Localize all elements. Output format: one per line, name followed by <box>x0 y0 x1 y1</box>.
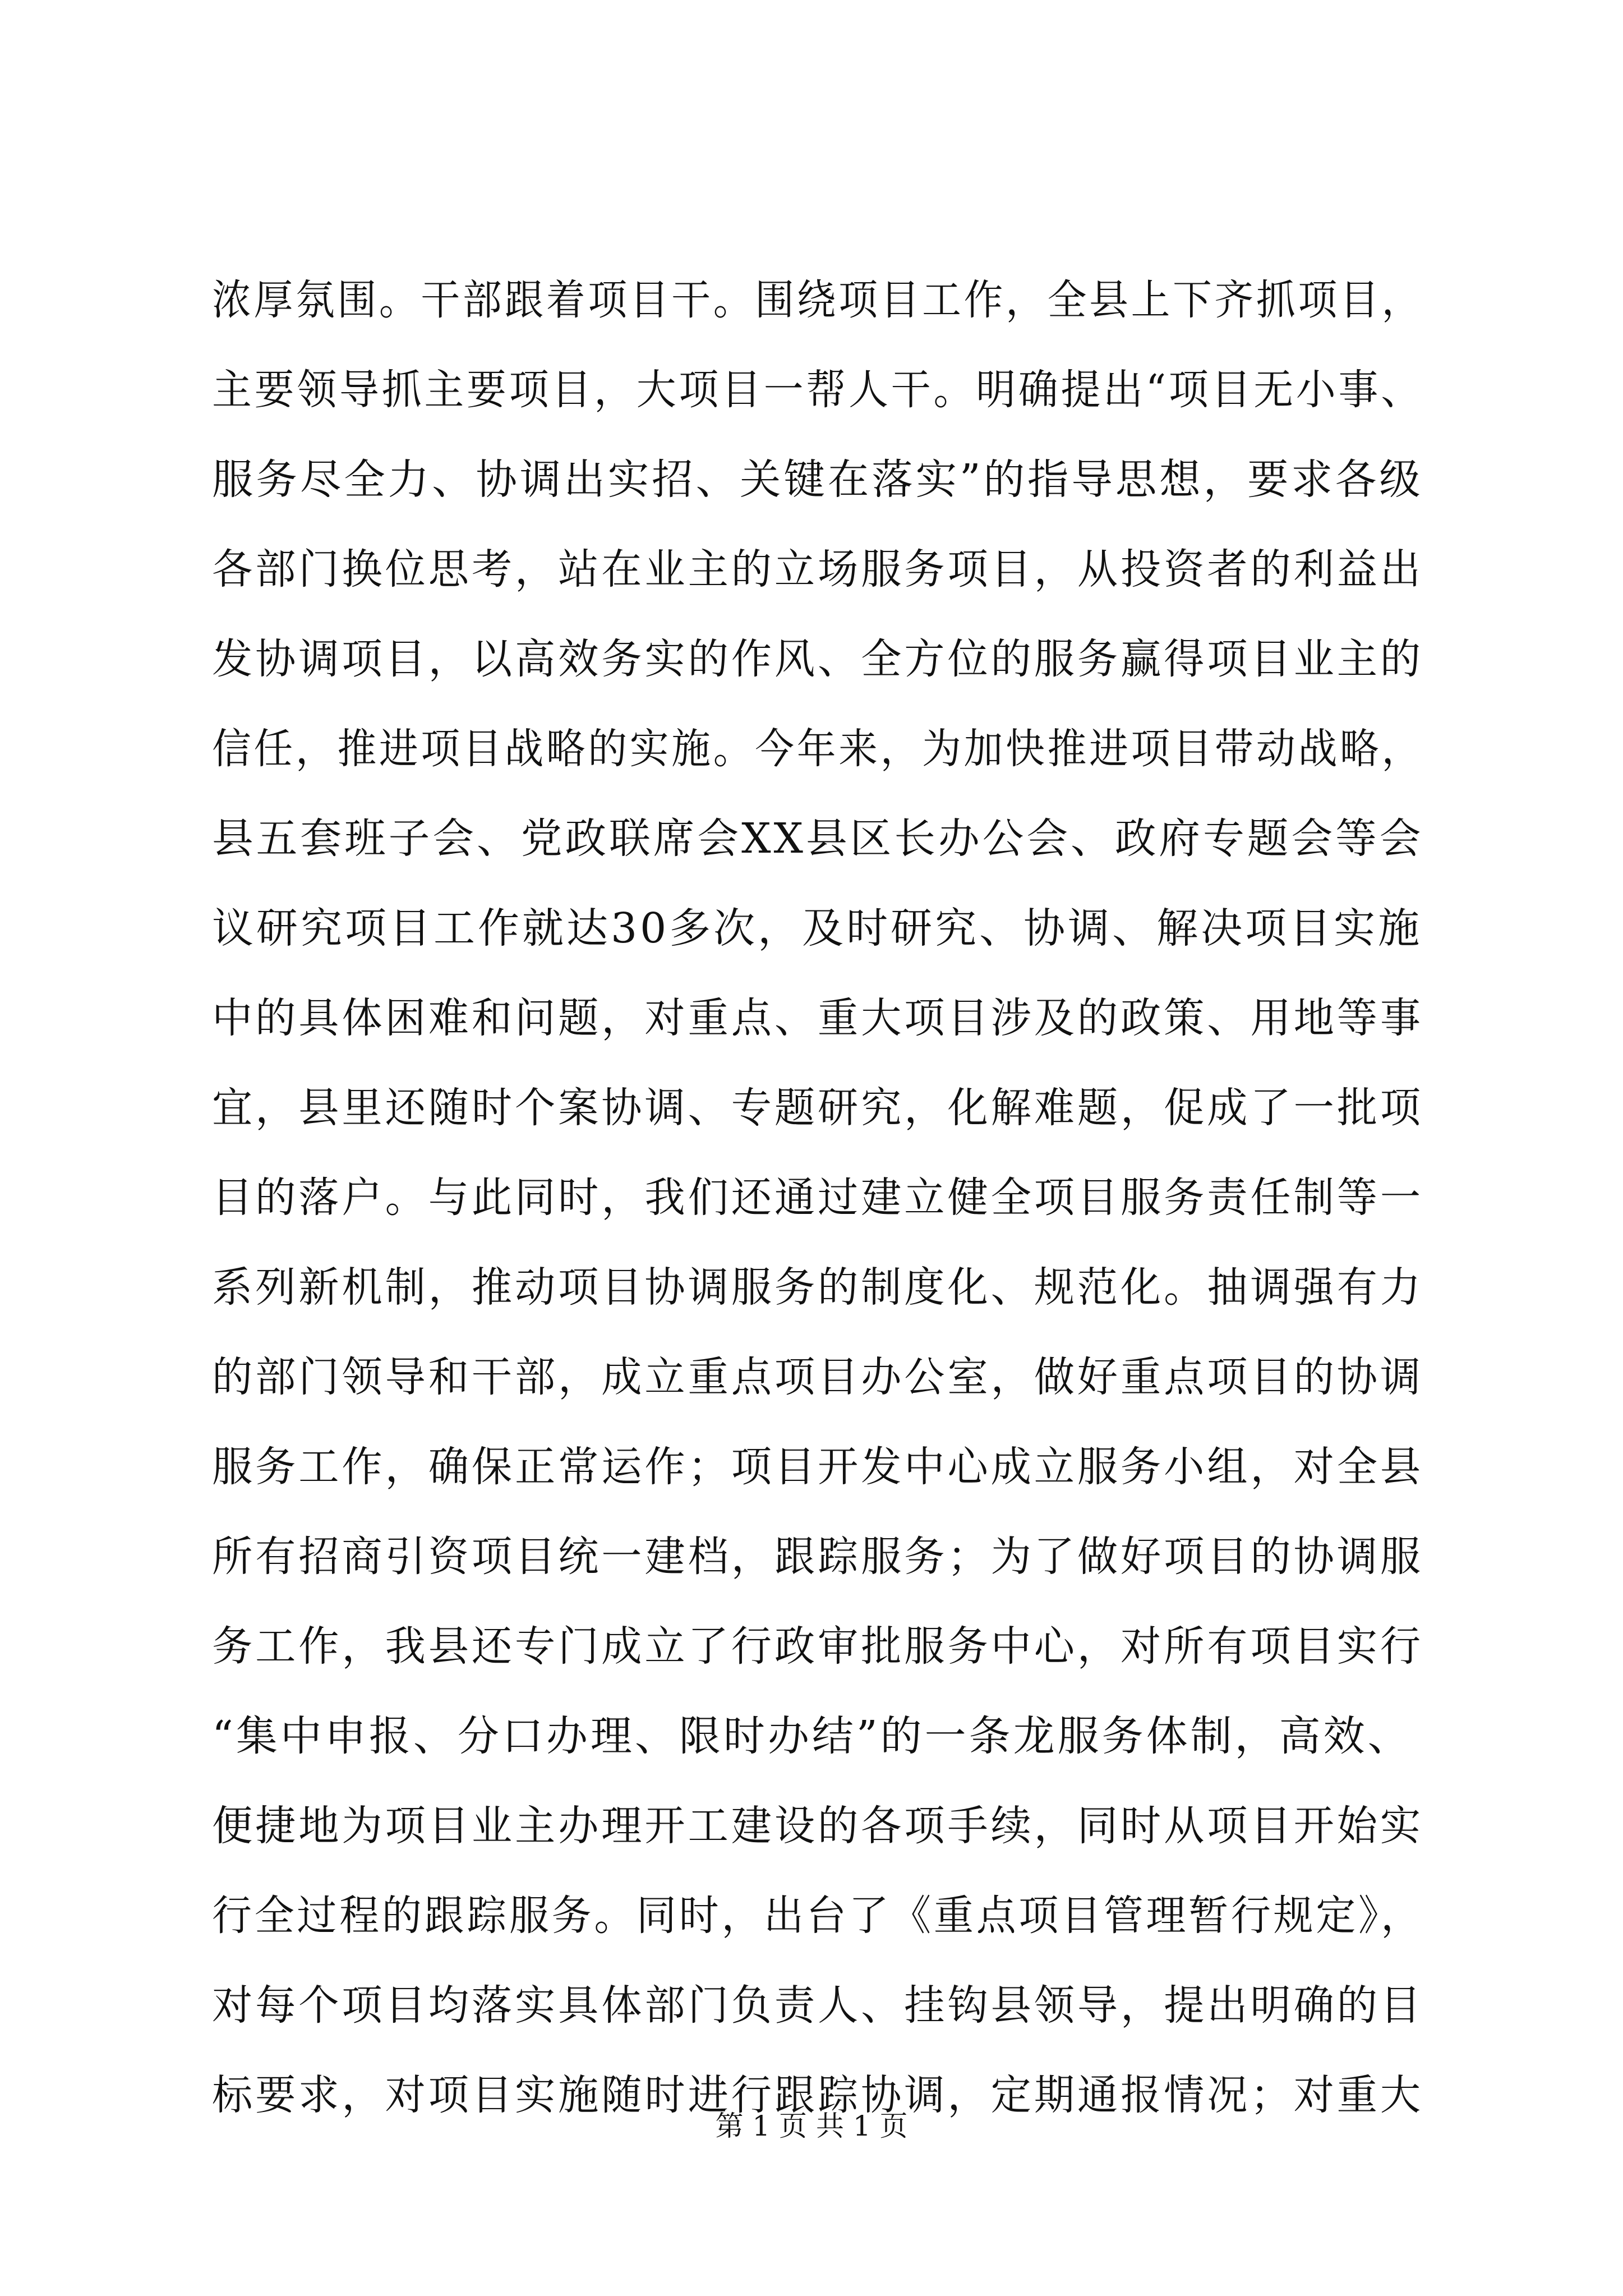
text-line: 宜，县里还随时个案协调、专题研究，化解难题，促成了一批项 <box>212 1084 1424 1132</box>
text-line: 浓厚氛围。干部跟着项目干。围绕项目工作，全县上下齐抓项目， <box>212 276 1423 324</box>
page-number: 第 1 页 共 1 页 <box>715 2110 908 2142</box>
text-line: 标要求，对项目实施随时进行跟踪协调，定期通报情况；对重大 <box>212 2071 1424 2119</box>
page-footer <box>0 2106 1623 2146</box>
text-line: 发协调项目，以高效务实的作风、全方位的服务赢得项目业主的 <box>212 635 1424 683</box>
text-line: 服务工作，确保正常运作；项目开发中心成立服务小组，对全县 <box>212 1443 1424 1491</box>
text-line: 的部门领导和干部，成立重点项目办公室，做好重点项目的协调 <box>212 1353 1424 1401</box>
text-line: 目的落户。与此同时，我们还通过建立健全项目服务责任制等一 <box>212 1174 1424 1222</box>
text-line: 对每个项目均落实具体部门负责人、挂钩县领导，提出明确的目 <box>212 1981 1424 2030</box>
text-line: 主要领导抓主要项目，大项目一帮人干。明确提出“项目无小事、 <box>212 366 1423 414</box>
text-line: 系列新机制，推动项目协调服务的制度化、规范化。抽调强有力 <box>212 1263 1424 1312</box>
text-line: 便捷地为项目业主办理开工建设的各项手续，同时从项目开始实 <box>212 1802 1424 1850</box>
text-line: 务工作，我县还专门成立了行政审批服务中心，对所有项目实行 <box>212 1622 1424 1671</box>
body-text <box>212 255 1423 2140</box>
text-line: 各部门换位思考，站在业主的立场服务项目，从投资者的利益出 <box>212 545 1424 593</box>
text-line: 议研究项目工作就达30多次，及时研究、协调、解决项目实施 <box>212 904 1423 953</box>
text-line: 服务尽全力、协调出实招、关键在落实”的指导思想，要求各级 <box>212 455 1423 504</box>
text-line: 所有招商引资项目统一建档，跟踪服务；为了做好项目的协调服 <box>212 1533 1424 1581</box>
text-line: 中的具体困难和问题，对重点、重大项目涉及的政策、用地等事 <box>212 994 1424 1042</box>
text-line: 行全过程的跟踪服务。同时，出台了《重点项目管理暂行规定》， <box>212 1892 1424 1940</box>
text-line: 县五套班子会、党政联席会XX县区长办公会、政府专题会等会 <box>212 815 1424 863</box>
text-line: “集中申报、分口办理、限时办结”的一条龙服务体制，高效、 <box>212 1712 1412 1760</box>
text-line: 信任，推进项目战略的实施。今年来，为加快推进项目带动战略， <box>212 725 1423 773</box>
